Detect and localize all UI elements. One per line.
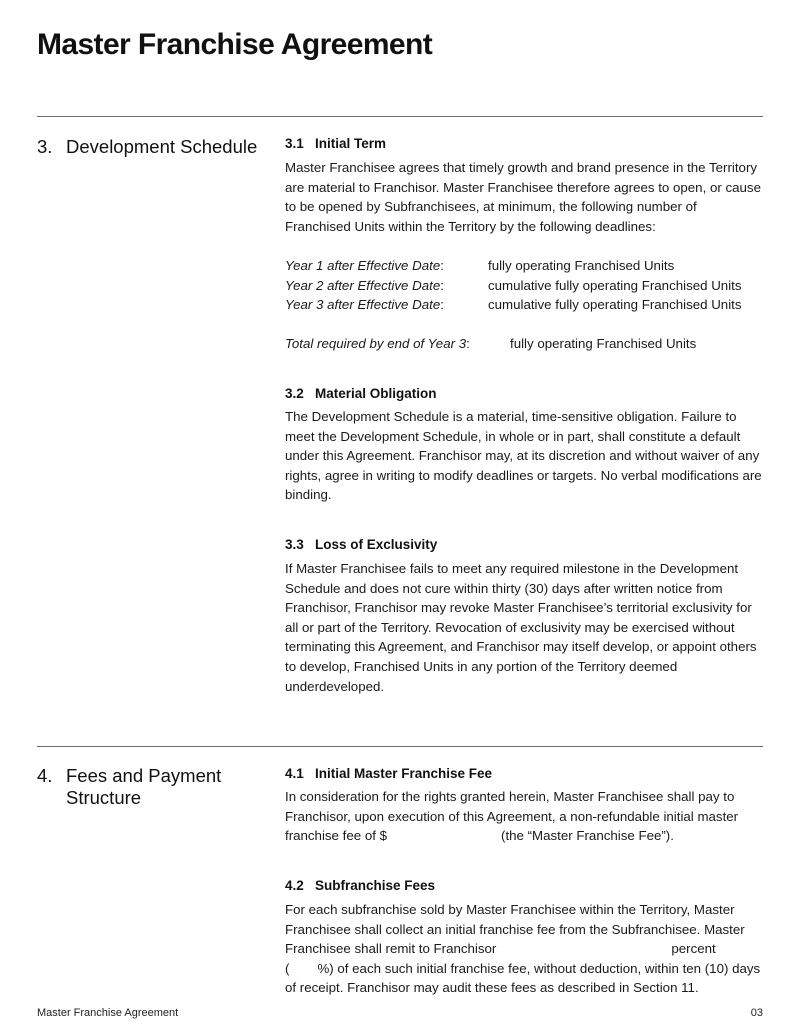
subsection-3-1-body: Master Franchisee agrees that timely growth and brand presence in the Territory are material to Franchisor. Master Franchisee therefore agrees to open, or cause to be opened by Subfranchisees, at minimum, the following number of Franchised Units within the Territory by the following deadlines: (285, 160, 761, 234)
document-title: Master Franchise Agreement (37, 28, 433, 61)
subsection-4-2-heading (285, 877, 435, 895)
schedule-total-label: Total required by end of Year 3 (285, 336, 467, 351)
fee-clause-text: percent (671, 941, 716, 957)
subsection-3-3-body: If Master Franchisee fails to meet any required milestone in the Development Schedule and does not cure within thirty (30) days after written notice from Franchisor, Franchisor may revoke Master Franchisee’s territorial exclusivity for all or part of the Territory. Revocation of exclusivity may be exercised without terminating this Agreement, and Franchisor may itself develop, or appoint others to develop, Franchised Units in any portion of the Territory deemed underdeveloped. (285, 561, 757, 694)
subsection-title: Initial Term (315, 136, 387, 151)
subsection-4-1-heading (285, 765, 492, 783)
section-divider (37, 116, 763, 117)
subsection-3-2-body: The Development Schedule is a material, time-sensitive obligation. Failure to meet the Development Schedule, in whole or in part, shall constitute a default under this Agreement. Franchisor may, at its discretion and without waiver of any rights, agree in writing to modify deadlines or targets. No verbal modifications are binding. (285, 409, 762, 503)
subsection-title: Initial Master Franchise Fee (315, 766, 493, 781)
schedule-total-value: fully operating Franchised Units (510, 336, 697, 351)
footer-page-number: 03 (750, 1007, 763, 1019)
section-divider (37, 746, 763, 747)
subsection-title: Subfranchise Fees (315, 878, 436, 893)
subsection-3-1-heading (285, 135, 386, 153)
subsection-title: Loss of Exclusivity (315, 537, 438, 552)
section-number: 4. (37, 765, 53, 786)
subsection-4-2-body (285, 900, 765, 998)
subsection-3-3-heading (285, 536, 437, 554)
fee-clause-text: For each subfranchise sold by Master Franchisee within the Territory, Master Franchisee shall collect an initial franchise fee from the Subfranchisee. Master Franchisee shall remit to Franchisor (285, 902, 745, 957)
schedule-value: fully operating Franchised Units (488, 258, 675, 273)
section-title: Fees and Payment Structure (66, 765, 222, 808)
fee-clause-text: In consideration for the rights granted herein, Master Franchisee shall pay to Franchisor, upon execution of this Agreement, a non-refundable initial master franchise fee of $ (285, 789, 739, 844)
schedule-value: cumulative fully operating Franchised Units (488, 277, 742, 293)
subsection-title: Material Obligation (315, 386, 437, 401)
subsection-number: 3.3 (285, 537, 304, 552)
footer-document-title: Master Franchise Agreement (37, 1007, 179, 1019)
schedule-row-year-1: Year 1 after Effective Date: fully operating Franchised Units (285, 256, 444, 276)
fee-clause-text: %) of each such initial franchise fee, without deduction, within ten (10) days of receipt. Franchisor may audit these fees as described in Section 11. (285, 960, 761, 996)
section-number: 3. (37, 136, 53, 157)
schedule-row-year-2: Year 2 after Effective Date: cumulative fully operating Franchised Units (285, 276, 444, 296)
subsection-number: 3.1 (285, 136, 304, 151)
section-3-heading (37, 136, 267, 158)
schedule-total-row: Total required by end of Year 3: fully operating Franchised Units (285, 334, 470, 354)
fee-clause-text: ( (285, 960, 290, 976)
subsection-number: 4.1 (285, 766, 304, 781)
subsection-number: 3.2 (285, 386, 304, 401)
subsection-3-2-heading (285, 385, 437, 403)
fee-clause-text: (the “Master Franchise Fee”). (501, 828, 674, 844)
schedule-label: Year 2 after Effective Date (285, 277, 441, 293)
schedule-row-year-3: Year 3 after Effective Date: cumulative fully operating Franchised Units (285, 295, 444, 315)
subsection-4-1-body (285, 787, 765, 846)
schedule-label: Year 1 after Effective Date (285, 258, 441, 273)
section-title: Development Schedule (66, 136, 258, 157)
subsection-number: 4.2 (285, 878, 304, 893)
section-4-heading (37, 765, 267, 809)
schedule-value: cumulative fully operating Franchised Units (488, 297, 742, 313)
schedule-label: Year 3 after Effective Date (285, 297, 441, 313)
